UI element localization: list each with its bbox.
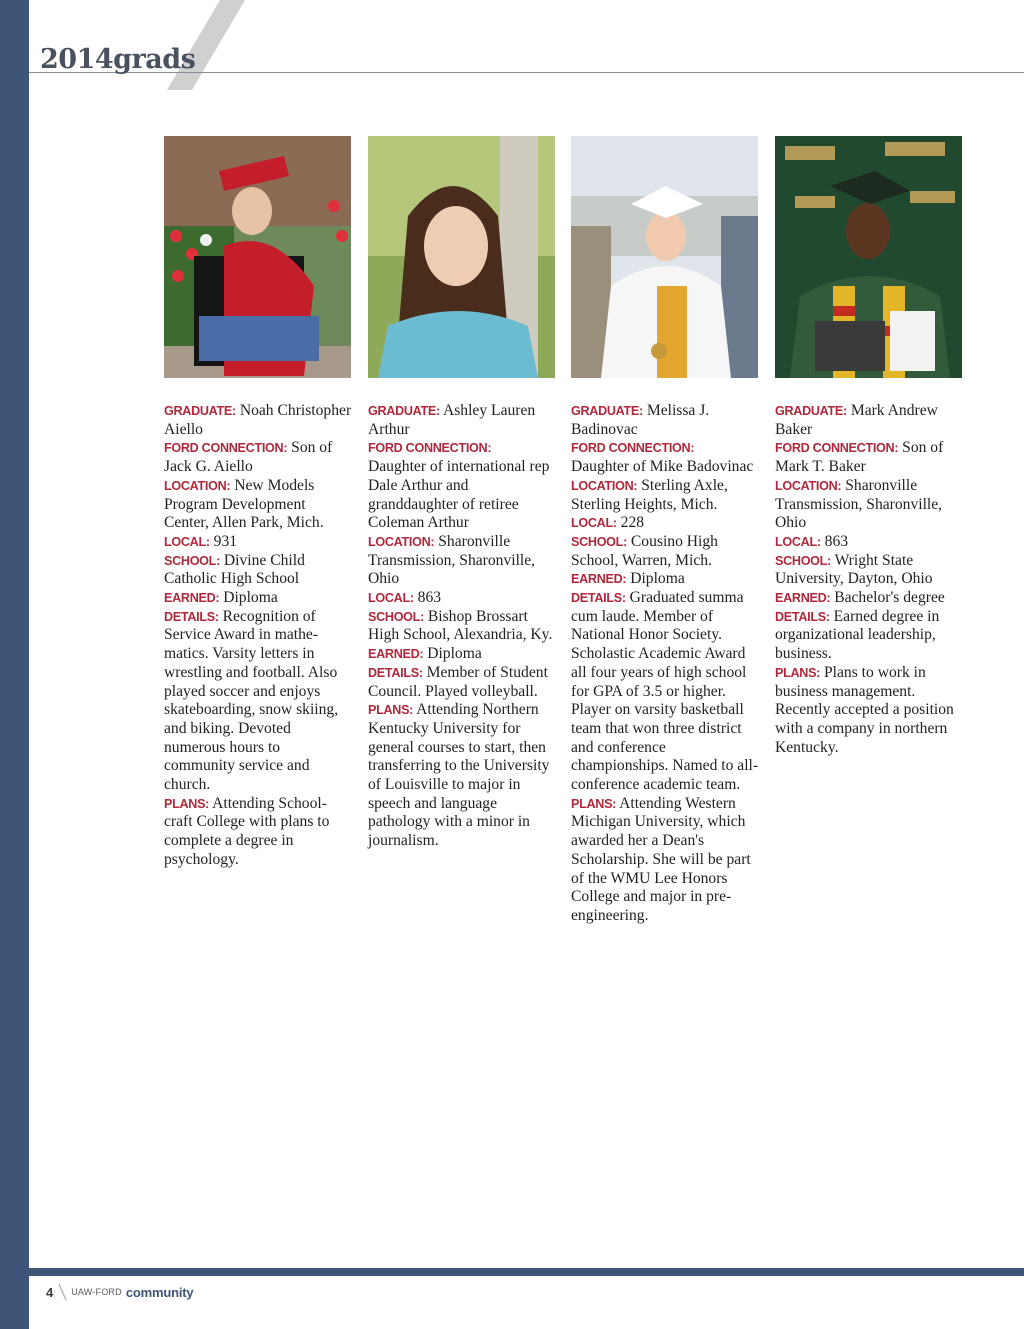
location-value: Sharonville Transmission, Sharonville, Ohio	[368, 532, 536, 588]
local-value: 228	[620, 514, 645, 532]
graduate-value: Noah Christopher Aiello	[164, 402, 352, 438]
details-label: DETAILS:	[775, 609, 830, 624]
ford-connection-label: FORD CONNECTION:	[368, 441, 492, 456]
graduate-portrait-red-cap-icon	[164, 136, 351, 378]
ford-connection-label: FORD CONNECTION:	[775, 441, 899, 456]
graduate-label: GRADUATE:	[571, 404, 643, 418]
plans-value: Attending Western Michigan University, which awarded her a Dean's Scholarship. She will be part of the WMU Lee Honors College and major in pre-engineering.	[571, 794, 751, 924]
plans-label: PLANS:	[164, 796, 210, 811]
ford-connection-value: Daughter of Mike Badovinac	[571, 458, 754, 476]
local-value: 863	[417, 589, 442, 607]
graduate-photo-2	[368, 136, 555, 378]
school-value: Bishop Brossart High School, Alexandria, Ky.	[368, 607, 553, 644]
graduate-photo-1	[164, 136, 351, 378]
footer-slash-icon	[57, 1283, 67, 1301]
graduate-photo-4	[775, 136, 962, 378]
school-value: Divine Child Catholic High School	[164, 551, 305, 588]
plans-value: Attending School-craft College with plans to complete a degree in psychology.	[164, 794, 330, 868]
ford-connection-value: Son of Jack G. Aiello	[164, 439, 333, 476]
local-value: 931	[213, 532, 238, 550]
details-value: Recognition of Service Award in mathe-matics. Varsity letters in wrestling and football. Also played soccer and enjoys skateboarding, snow skiing, and biking. Devoted numerous hours to community service and church.	[164, 607, 339, 794]
left-margin-bar	[0, 0, 29, 1329]
plans-value: Plans to work in business management. Recently accepted a position with a company in northern Kentucky.	[775, 663, 954, 756]
location-label: LOCATION:	[368, 534, 435, 549]
graduate-portrait-tree-icon	[368, 136, 555, 378]
earned-value: Diploma	[630, 570, 685, 588]
details-value: Member of Student Council. Played volleyball.	[368, 663, 548, 700]
graduate-portrait-kente-stole-icon	[775, 136, 962, 378]
school-label: SCHOOL:	[164, 553, 220, 568]
earned-label: EARNED:	[775, 591, 831, 606]
location-value: Sharonville Transmission, Sharonville, Ohio	[775, 476, 943, 532]
plans-label: PLANS:	[368, 703, 414, 718]
school-label: SCHOOL:	[368, 609, 424, 624]
details-label: DETAILS:	[368, 665, 423, 680]
section-title: 2014grads	[40, 44, 196, 75]
earned-value: Diploma	[223, 589, 278, 607]
graduate-portrait-white-gown-icon	[571, 136, 758, 378]
school-value: Wright State University, Dayton, Ohio	[775, 551, 933, 588]
ford-connection-value: Daughter of international rep Dale Arthur and granddaughter of retiree Coleman Arthur	[368, 458, 550, 532]
page-footer	[46, 1283, 193, 1301]
school-value: Cousino High School, Warren, Mich.	[571, 532, 718, 569]
graduate-bio-2	[368, 402, 558, 851]
school-label: SCHOOL:	[775, 553, 831, 568]
location-label: LOCATION:	[775, 478, 842, 493]
graduate-label: GRADUATE:	[368, 404, 440, 418]
school-label: SCHOOL:	[571, 534, 627, 549]
ford-connection-label: FORD CONNECTION:	[164, 441, 288, 456]
graduate-bio-3	[571, 402, 761, 926]
page-number: 4	[46, 1284, 54, 1300]
graduate-value: Ashley Lauren Arthur	[368, 402, 536, 438]
graduate-photo-3	[571, 136, 758, 378]
earned-label: EARNED:	[164, 591, 220, 606]
earned-value: Bachelor's degree	[834, 589, 945, 607]
earned-label: EARNED:	[368, 647, 424, 662]
plans-label: PLANS:	[571, 796, 617, 811]
local-value: 863	[824, 532, 849, 550]
plans-label: PLANS:	[775, 665, 821, 680]
details-value: Graduated summa cum laude. Member of National Honor Society. Scholastic Academic Award all four years of high school for GPA of 3.5 or higher. Player on varsity basketball team that won three district and conference championships. Named to all-conference academic team.	[571, 589, 759, 794]
earned-value: Diploma	[427, 645, 482, 663]
graduate-bio-4	[775, 402, 965, 757]
plans-value: Attending Northern Kentucky University for general courses to start, then transferring to the University of Louisville to major in speech and language pathology with a minor in journalism.	[368, 701, 550, 850]
local-label: LOCAL:	[775, 534, 821, 549]
graduate-label: GRADUATE:	[164, 404, 236, 418]
location-label: LOCATION:	[571, 478, 638, 493]
brand-name: community	[125, 1284, 194, 1300]
local-label: LOCAL:	[571, 516, 617, 531]
footer-bar	[29, 1268, 1024, 1276]
details-label: DETAILS:	[164, 609, 219, 624]
graduate-value: Melissa J. Badinovac	[571, 402, 710, 438]
location-value: Sterling Axle, Sterling Heights, Mich.	[571, 476, 728, 513]
ford-connection-value: Son of Mark T. Baker	[775, 439, 944, 476]
local-label: LOCAL:	[368, 591, 414, 606]
location-label: LOCATION:	[164, 478, 231, 493]
details-value: Earned degree in organizational leadership, business.	[775, 607, 940, 663]
local-label: LOCAL:	[164, 534, 210, 549]
graduate-label: GRADUATE:	[775, 404, 847, 418]
brand-prefix: UAW-FORD	[71, 1287, 122, 1297]
graduate-bio-1	[164, 402, 354, 870]
details-label: DETAILS:	[571, 591, 626, 606]
earned-label: EARNED:	[571, 572, 627, 587]
location-value: New Models Program Development Center, Allen Park, Mich.	[164, 476, 324, 532]
ford-connection-label: FORD CONNECTION:	[571, 441, 695, 456]
graduate-value: Mark Andrew Baker	[775, 402, 938, 438]
